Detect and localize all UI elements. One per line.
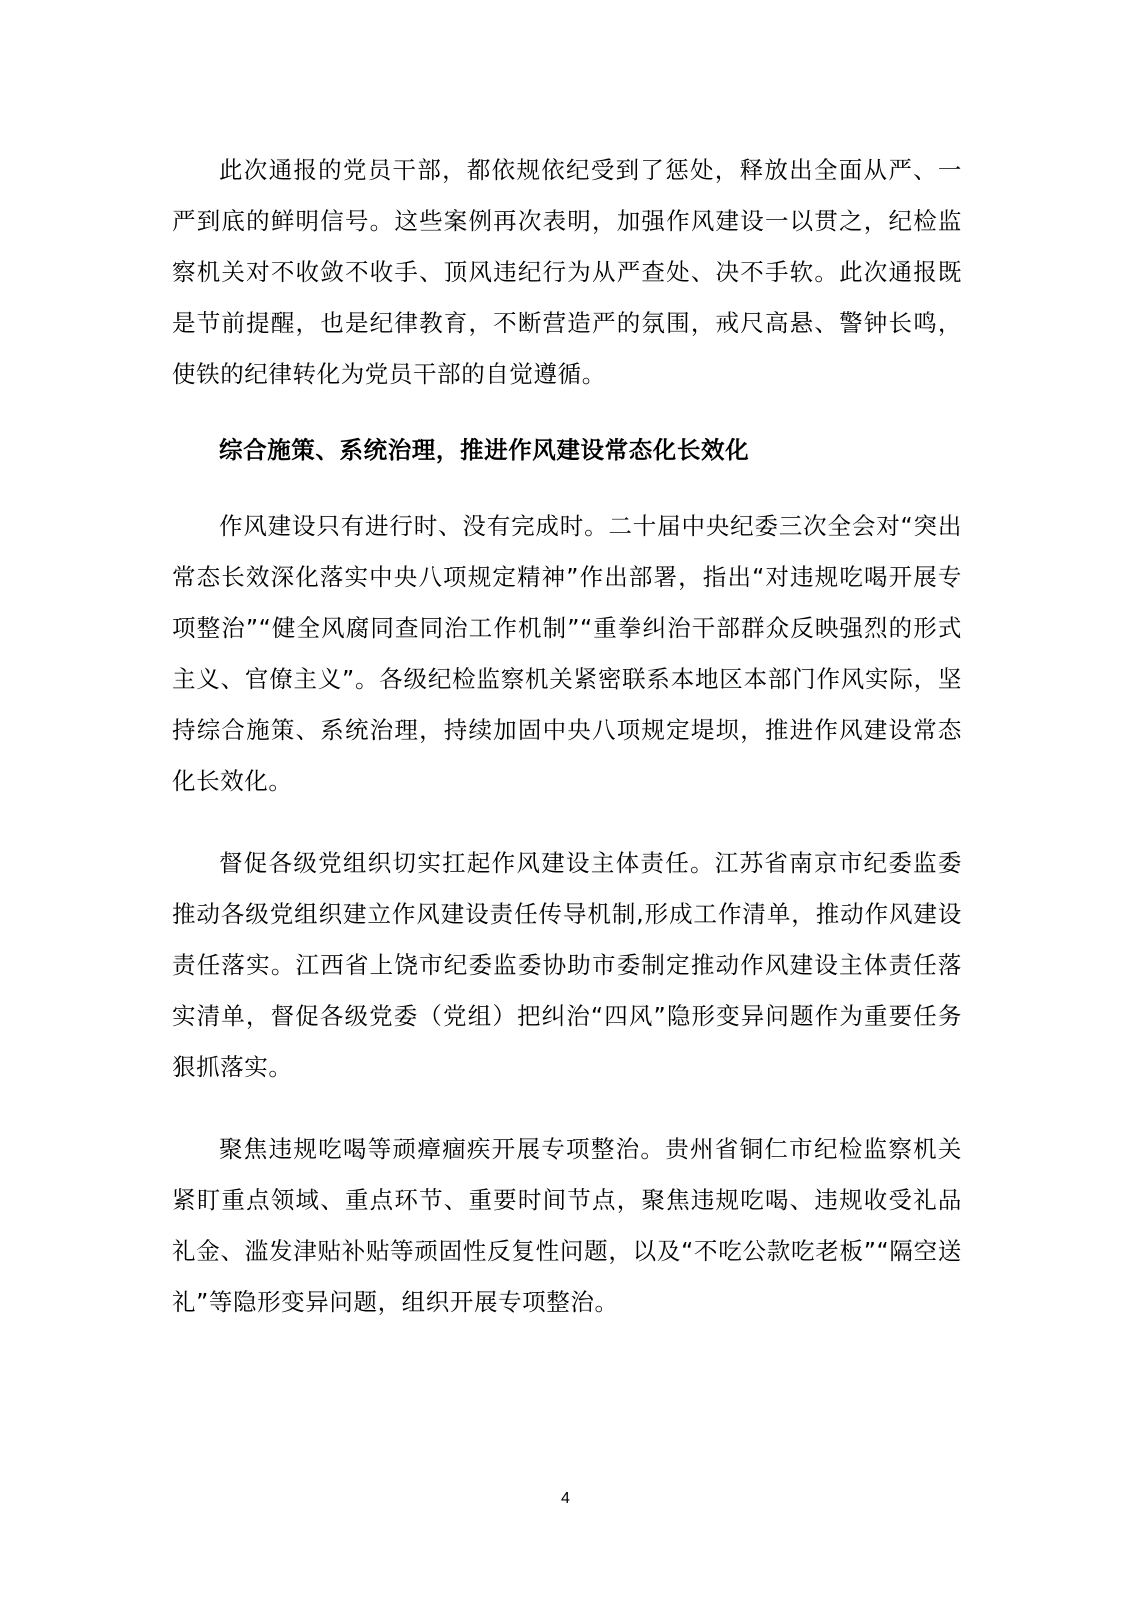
paragraph-1: 此次通报的党员干部，都依规依纪受到了惩处，释放出全面从严、一严到底的鲜明信号。这些案例再次表明，加强作风建设一以贯之，纪检监察机关对不收敛不收手、顶风违纪行为从严查处、决不手软。此次通报既是节前提醒，也是纪律教育，不断营造严的氛围，戒尺高悬、警钟长鸣，使铁的纪律转化为党员干部的自觉遵循。 [172, 156, 962, 388]
section-heading: 综合施策、系统治理，推进作风建设常态化长效化 [219, 436, 750, 464]
page-number: 4 [561, 1490, 570, 1507]
paragraph-4: 聚焦违规吃喝等顽瘴痼疾开展专项整治。贵州省铜仁市纪检监察机关紧盯重点领域、重点环节、重要时间节点，聚焦违规吃喝、违规收受礼品礼金、滥发津贴补贴等顽固性反复性问题，以及“不吃公款吃老板”“隔空送礼”等隐形变异问题，组织开展专项整治。 [172, 1135, 962, 1316]
paragraph-3: 督促各级党组织切实扛起作风建设主体责任。江苏省南京市纪委监委推动各级党组织建立作风建设责任传导机制,形成工作清单，推动作风建设责任落实。江西省上饶市纪委监委协助市委制定推动作风建设主体责任落实清单，督促各级党委（党组）把纠治“四风”隐形变异问题作为重要任务狠抓落实。 [172, 849, 962, 1081]
paragraph-2: 作风建设只有进行时、没有完成时。二十届中央纪委三次全会对“突出常态长效深化落实中央八项规定精神”作出部署，指出“对违规吃喝开展专项整治”“健全风腐同查同治工作机制”“重拳纠治干部群众反映强烈的形式主义、官僚主义”。各级纪检监察机关紧密联系本地区本部门作风实际，坚持综合施策、系统治理，持续加固中央八项规定堤坝，推进作风建设常态化长效化。 [172, 512, 962, 795]
document-body [172, 145, 962, 1328]
